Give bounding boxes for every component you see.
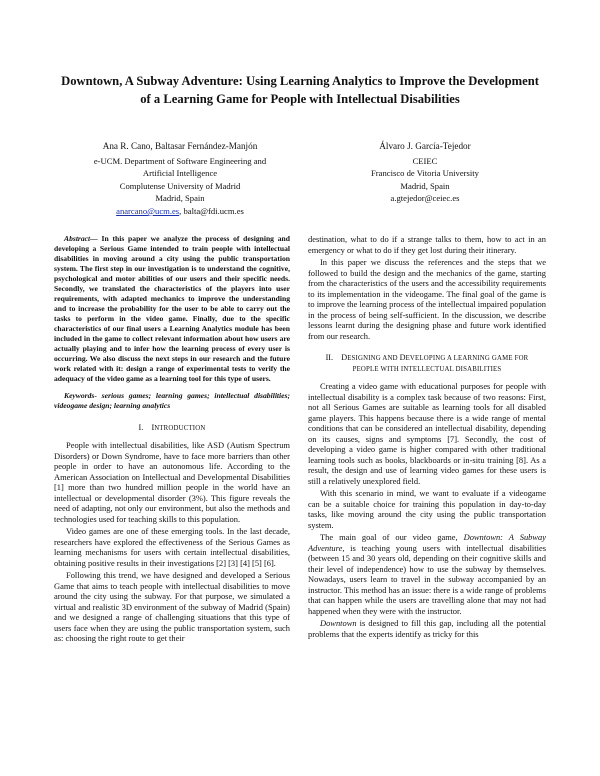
text-run: is designed to fill this gap, including all the potential problems that the experts identify as tricky for this: [308, 618, 546, 639]
affiliation-line: e-UCM. Department of Software Engineering and: [93, 155, 267, 166]
section-heading-design: [308, 352, 546, 375]
section-title-initial: D: [341, 353, 348, 362]
left-column: [54, 234, 290, 646]
game-title-italic: Downtown: A Subway Adventure: [308, 532, 546, 553]
paragraph: [308, 618, 546, 639]
affiliation-line: CEIEC: [412, 155, 438, 166]
text-run: , is teaching young users with intellectual disabilities (between 15 and 30 years old, depending on their cognitive skills and their level of independence) how to use the subway by themselves. Nowadays, users learn to travel in the subway accompanied by an instructor. This method has an issue: there is a wide range of problems that can happen while the users are travelling alone that may not had happened when they were with the instructor.: [308, 542, 546, 616]
section-number: I.: [138, 423, 144, 432]
author-email: balta@fdi.ucm.es: [183, 205, 244, 216]
abstract: [54, 234, 290, 384]
section-title-part: ESIGNING AND: [347, 355, 400, 362]
affiliation-line: Complutense University of Madrid: [119, 180, 241, 191]
paper-title: Downtown, A Subway Adventure: Using Learning Analytics to Improve the Development of a Learning Game for People with Intellectual Disabilities: [61, 74, 539, 106]
affiliation-line: Madrid, Spain: [155, 193, 205, 204]
author-names: Álvaro J. García-Tejedor: [379, 141, 471, 151]
paragraph: [308, 532, 546, 616]
email-link[interactable]: anarcano@ucm.es: [116, 205, 180, 216]
keywords: Keywords- serious games; learning games; intellectual disabilities; videogame design; learning analytics: [54, 391, 290, 410]
abstract-text: In this paper we analyze the process of designing and developing a Serious Game intended to train people with intellectual disabilities in moving around a city using the public transportation system. The first step in our investigation is to understand the cognitive, psychological and motor abilities of our users and their specific needs. Secondly, we translated the characteristics of the players into user requirements, with adapted mechanics to improve the understanding and to increase the probability for the user to be able to carry out the tasks to perform in the video game. Finally, due to the specific characteristics of our final users a Learning Analytics module has been included in the game to collect relevant information about how users are actually playing and to infer how the learning process of every user is occurring. We also discuss the next steps in our research and the future work related with it: design a range of experimental tests to verify the adequacy of the video game as a learning tool for this type of users.: [54, 234, 290, 383]
affiliation-line: Artificial Intelligence: [142, 168, 218, 179]
email-separator: ,: [179, 205, 184, 216]
abstract-label: Abstract—: [64, 234, 98, 243]
game-title-italic: Downtown: [320, 618, 357, 628]
section-heading-line: PEOPLE WITH INTELLECTUAL DISABILITIES: [352, 366, 502, 373]
section-number: II.: [325, 353, 334, 362]
section-heading-introduction: [54, 422, 290, 434]
paragraph: People with intellectual disabilities, like ASD (Autism Spectrum Disorders) or Down Syndrome, have to face more barriers than other people in order to have an autonomous life. According to the American Association on Intellectual and Developmental Disabilities [1] more than two hundred million people in the world have an intellectual or developmental disorder (3%). This figure reveals the need of adapting, not only our environment, but also the methods and technologies used for teaching skills to this population.: [54, 440, 290, 524]
right-column: [308, 234, 546, 641]
paragraph: Video games are one of these emerging tools. In the last decade, researchers have explored the effectiveness of the Serious Games as learning mechanisms for users with certain intellectual disabilities, obtaining positive results in their investigations [2] [3] [4] [5] [6].: [54, 526, 290, 568]
section-title-part: EVELOPING A LEARNING GAME FOR: [405, 355, 529, 362]
section-title-rest: NTRODUCTION: [154, 425, 206, 432]
paragraph: With this scenario in mind, we want to evaluate if a videogame can be a suitable choice for training this population in day-to-day tasks, like moving around the city using the public transportation system.: [308, 488, 546, 530]
author-names: Ana R. Cano, Baltasar Fernández-Manjón: [102, 141, 258, 151]
section-title-initial: I: [151, 423, 155, 432]
affiliation-line: Madrid, Spain: [400, 180, 450, 191]
author-email: a.gtejedor@ceiec.es: [390, 193, 460, 204]
author-block-left: [40, 140, 320, 218]
text-run: The main goal of our video game,: [320, 532, 464, 542]
author-emails: [40, 205, 320, 218]
paragraph: In this paper we discuss the references and the steps that we followed to build the design and the mechanics of the game, starting from the characteristics of the users and the accessibility requirements to its implementation in the videogame. The final goal of the game is to improve the learning process of the intellectual impaired population in the process of being self-sufficient. In the discussion, we describe lessons learnt during the designing phase and future work identified from our research.: [308, 257, 546, 341]
paragraph: destination, what to do if a strange talks to them, how to act in an emergency or what to do if they get lost during their itinerary.: [308, 234, 546, 255]
paragraph: Following this trend, we have designed and developed a Serious Game that aims to teach people with intellectual disabilities to move around the city using the subway. For that purpose, we simulated a virtual and realistic 3D environment of the subway of Madrid (Spain) and we designed a range of challenging situations that this type of users face when they are using the public transportation system, such as: choosing the right route to get their: [54, 570, 290, 643]
section-title-initial: D: [399, 353, 406, 362]
affiliation-line: Francisco de Vitoria University: [371, 168, 479, 179]
paragraph: Creating a video game with educational purposes for people with intellectual disability is a complex task because of two reasons: First, not all Serious Games are suitable as learning tools for all disabled game players. This happens because there is a wide range of mental conditions that can be considered an intellectual disability, depending on its causes, signs and symptoms [7]. Secondly, the cost of developing a video game is higher compared with other traditional learning tools such as books, blackboards or in-situ training [8]. As a result, the design and use of learning video games for these users is still a relatively unexplored field.: [308, 381, 546, 486]
author-block-right: [305, 140, 545, 205]
section-heading-line: [308, 352, 546, 364]
